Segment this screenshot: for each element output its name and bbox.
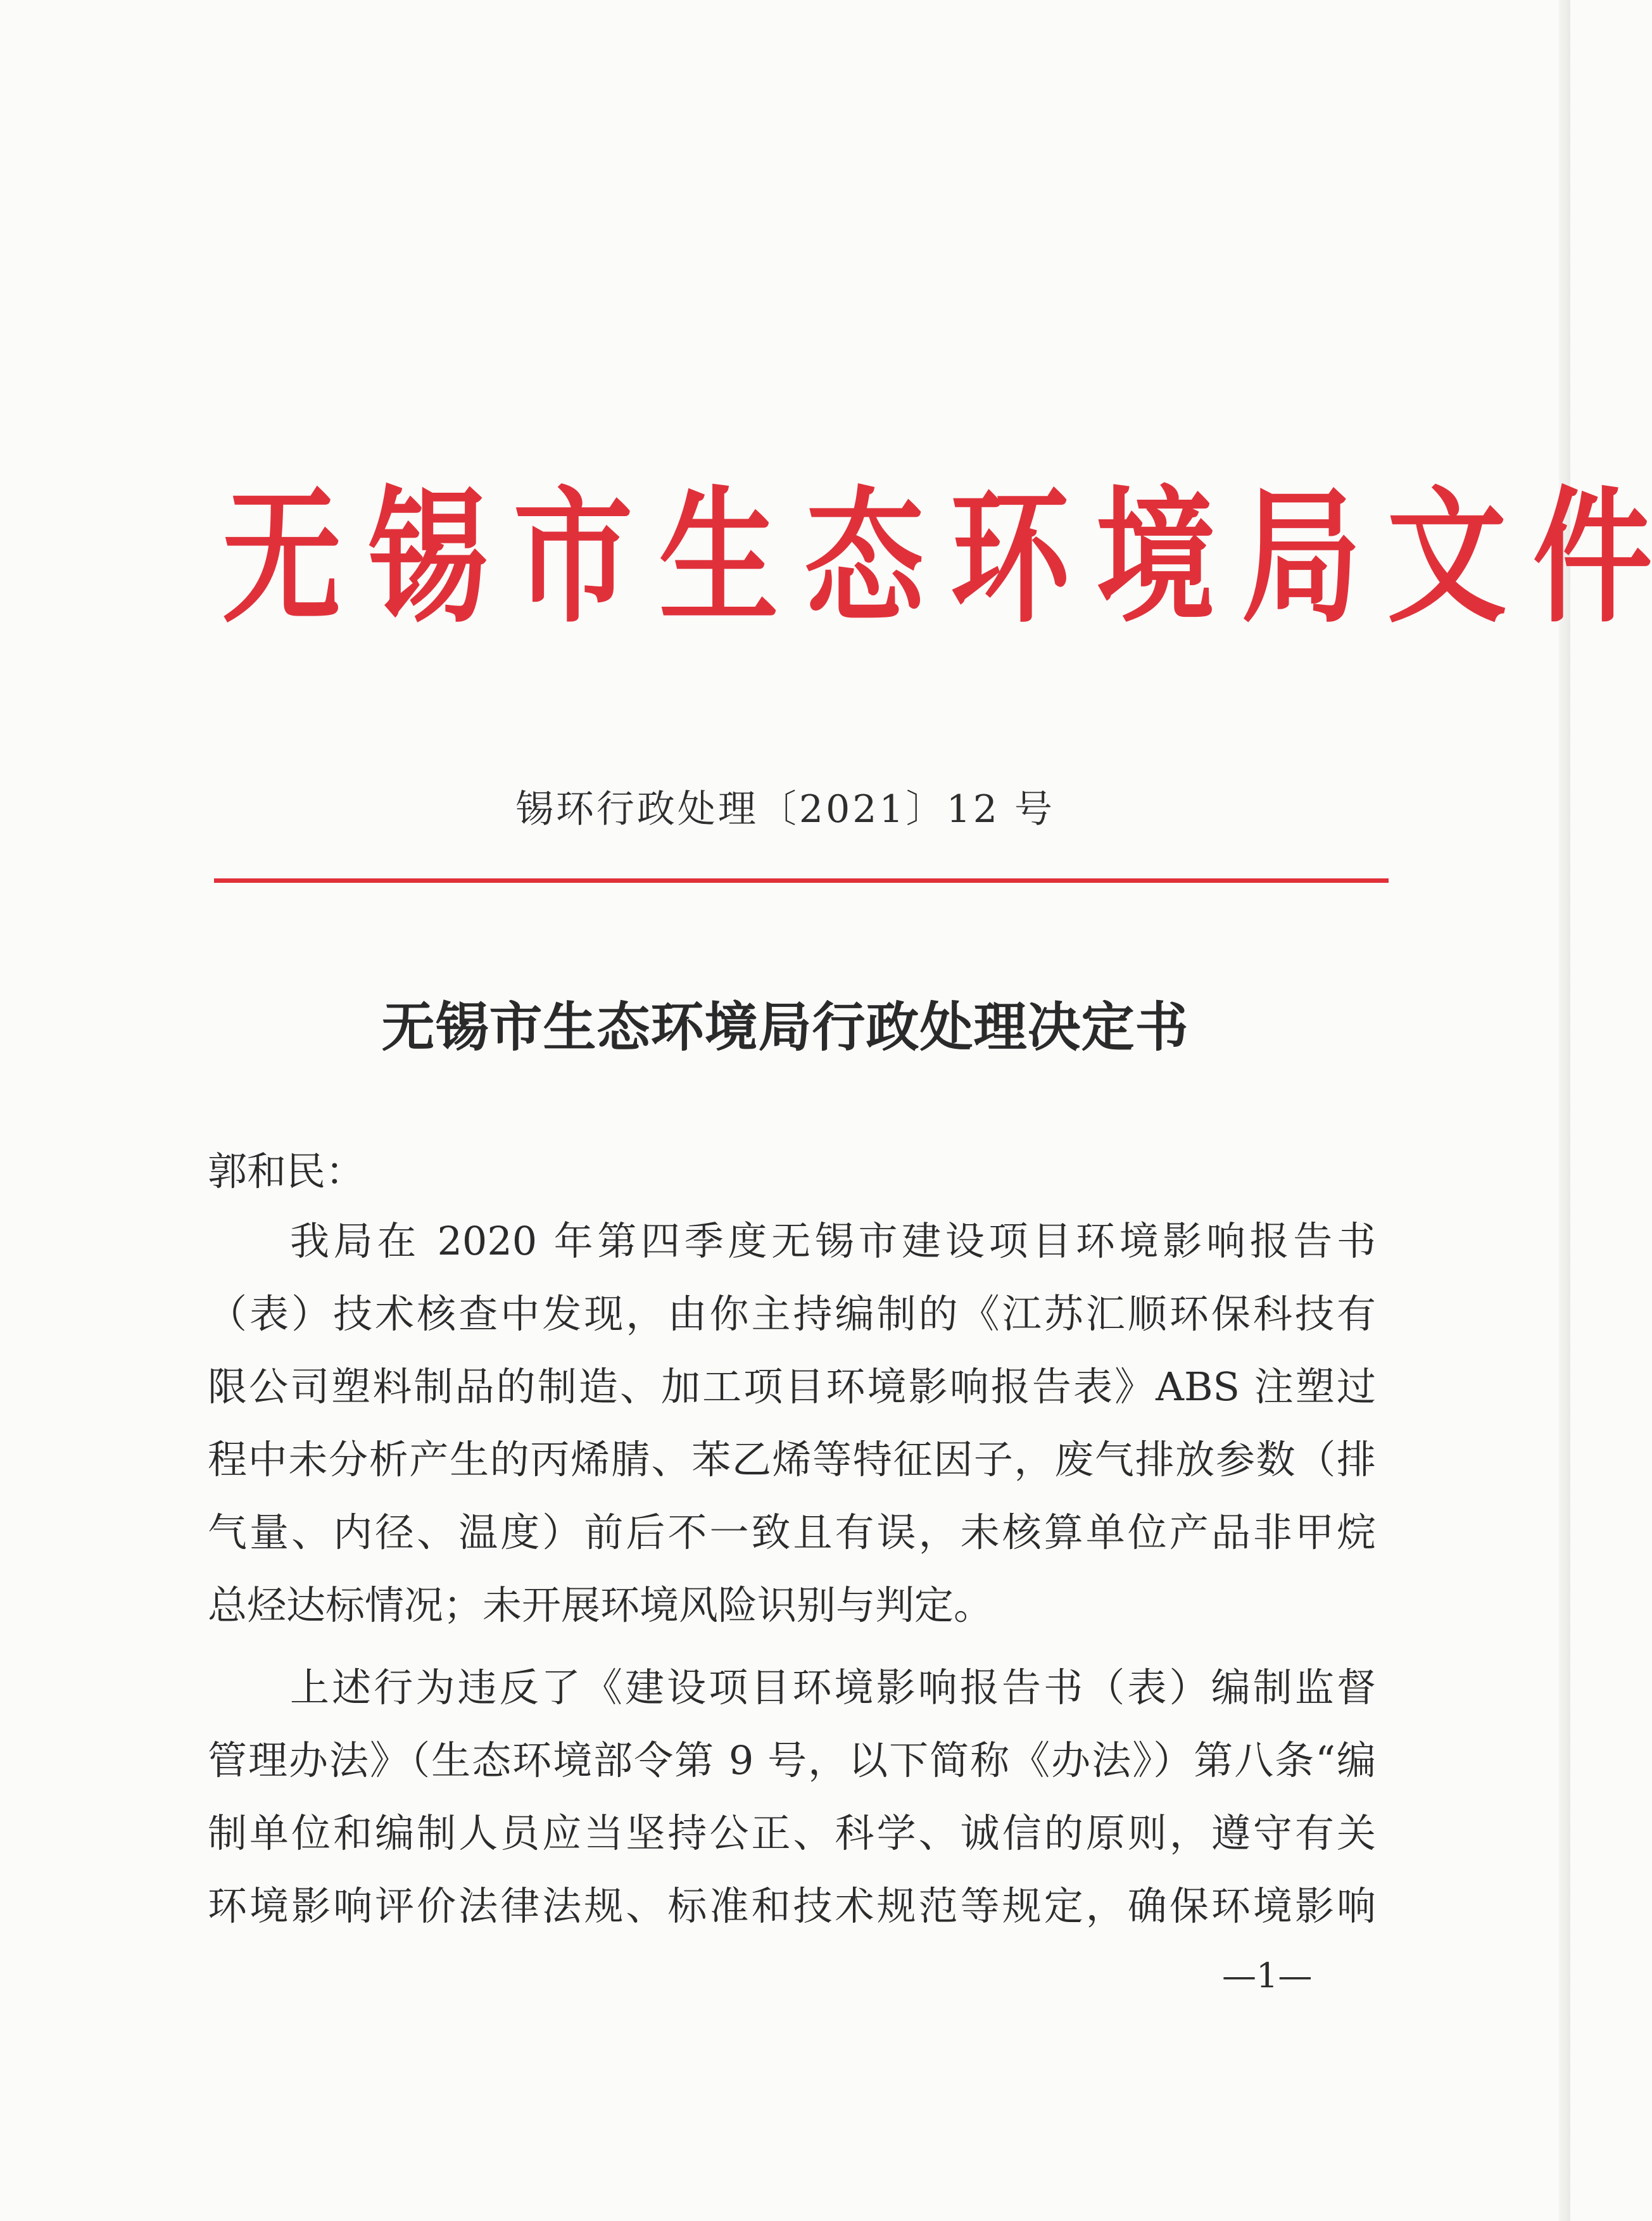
red-divider [214, 878, 1389, 883]
paragraph-line: 制单位和编制人员应当坚持公正、科学、诚信的原则，遵守有关 [208, 1810, 1376, 1856]
paragraph-line: （表）技术核查中发现，由你主持编制的《江苏汇顺环保科技有 [208, 1291, 1376, 1337]
addressee: 郭和民： [208, 1148, 365, 1194]
paragraph-line: 上述行为违反了《建设项目环境影响报告书（表）编制监督 [290, 1664, 1376, 1711]
masthead-char: 环 [950, 472, 1070, 643]
page-number: —1— [1222, 1956, 1313, 1996]
masthead-char: 锡 [367, 472, 488, 643]
paragraph-line: 限公司塑料制品的制造、加工项目环境影响报告表》ABS 注塑过 [208, 1364, 1376, 1410]
document-title: 无锡市生态环境局行政处理决定书 [381, 996, 1189, 1058]
masthead [209, 465, 1652, 649]
document-number: 锡环行政处理〔2021〕12 号 [515, 787, 1056, 832]
masthead-char: 件 [1532, 472, 1652, 643]
scan-edge [1559, 0, 1570, 2221]
paragraph-line: 气量、内径、温度）前后不一致且有误，未核算单位产品非甲烷 [208, 1509, 1376, 1555]
masthead-char: 市 [513, 472, 633, 643]
paragraph-line: 程中未分析产生的丙烯腈、苯乙烯等特征因子，废气排放参数（排 [208, 1436, 1376, 1483]
masthead-char: 生 [659, 472, 779, 643]
paragraph-findings [208, 1205, 1376, 1642]
masthead-char: 境 [1095, 472, 1216, 643]
paragraph-line: 总烃达标情况；未开展环境风险识别与判定。 [208, 1582, 993, 1628]
paragraph-line: 环境影响评价法律法规、标准和技术规范等规定，确保环境影响 [208, 1883, 1376, 1929]
paragraph-violation [208, 1651, 1376, 1942]
masthead-char: 局 [1241, 472, 1361, 643]
masthead-char: 态 [804, 472, 924, 643]
paragraph-line: 管理办法》（生态环境部令第 9 号，以下简称《办法》）第八条“编 [208, 1737, 1376, 1783]
paragraph-line: 我局在 2020 年第四季度无锡市建设项目环境影响报告书 [290, 1218, 1376, 1264]
masthead-char: 文 [1387, 472, 1507, 643]
masthead-char: 无 [222, 472, 342, 643]
